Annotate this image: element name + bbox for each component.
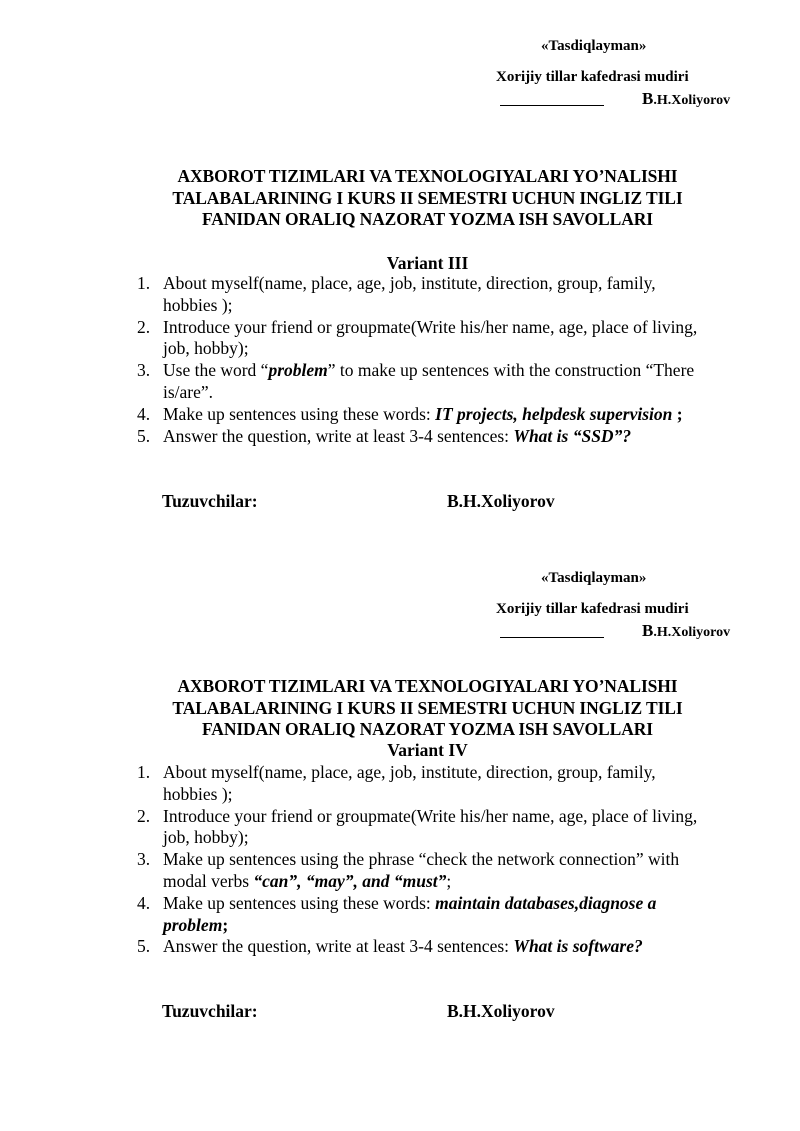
list-item: 3. Make up sentences using the phrase “check the network connection” with modal verbs “can”, “may”, and “must”; [137, 849, 680, 891]
signature-line [500, 105, 604, 106]
head-name: B.H.Xoliyorov [642, 621, 731, 640]
approve-heading: «Tasdiqlayman» [541, 38, 647, 54]
list-item: 2. Introduce your friend or groupmate(Write his/her name, age, place of living, job, hobby); [137, 805, 698, 848]
list-item: 1. About myself(name, place, age, job, institute, direction, group, family, hobbies ); [137, 762, 656, 804]
list-item: 5. Answer the question, write at least 3-4 sentences: What is “SSD”? [137, 425, 632, 446]
question-list-2 [133, 762, 745, 958]
list-item: 2. Introduce your friend or groupmate(Write his/her name, age, place of living, job, hobby); [137, 316, 698, 359]
head-name: B.H.Xoliyorov [642, 89, 731, 108]
title-line: TALABALARINING I KURS II SEMESTRI UCHUN INGLIZ TILI [172, 697, 683, 718]
list-item: 5. Answer the question, write at least 3-4 sentences: What is software? [137, 936, 643, 957]
head-title: Xorijiy tillar kafedrasi mudiri [496, 601, 689, 617]
authors-label: Tuzuvchilar: [162, 1001, 258, 1021]
title-line: TALABALARINING I KURS II SEMESTRI UCHUN INGLIZ TILI [172, 187, 683, 208]
head-title: Xorijiy tillar kafedrasi mudiri [496, 69, 689, 85]
document-title-1 [100, 166, 755, 231]
variant-heading-1: Variant III [386, 253, 469, 273]
document-title-2 [100, 676, 755, 741]
title-line: FANIDAN ORALIQ NAZORAT YOZMA ISH SAVOLLARI [201, 209, 653, 229]
list-item: 3. Use the word “problem” to make up sentences with the construction “There is/are”. [137, 360, 695, 402]
variant-heading-2: Variant IV [387, 740, 468, 760]
title-line: AXBOROT TIZIMLARI VA TEXNOLOGIYALARI YO’NALISHI [177, 676, 678, 696]
signature-line [500, 637, 604, 638]
authors-name: B.H.Xoliyorov [447, 1001, 555, 1021]
authors-name: B.H.Xoliyorov [447, 491, 555, 511]
list-item: 1. About myself(name, place, age, job, institute, direction, group, family, hobbies ); [137, 273, 656, 315]
question-list-1 [133, 273, 745, 447]
title-line: AXBOROT TIZIMLARI VA TEXNOLOGIYALARI YO’NALISHI [177, 166, 678, 186]
authors-label: Tuzuvchilar: [162, 491, 258, 511]
title-line: FANIDAN ORALIQ NAZORAT YOZMA ISH SAVOLLARI [201, 719, 653, 739]
list-item: 4. Make up sentences using these words: maintain databases,diagnose a problem; [137, 892, 657, 935]
approve-heading: «Tasdiqlayman» [541, 570, 647, 586]
list-item: 4. Make up sentences using these words: IT projects, helpdesk supervision ; [137, 403, 683, 424]
